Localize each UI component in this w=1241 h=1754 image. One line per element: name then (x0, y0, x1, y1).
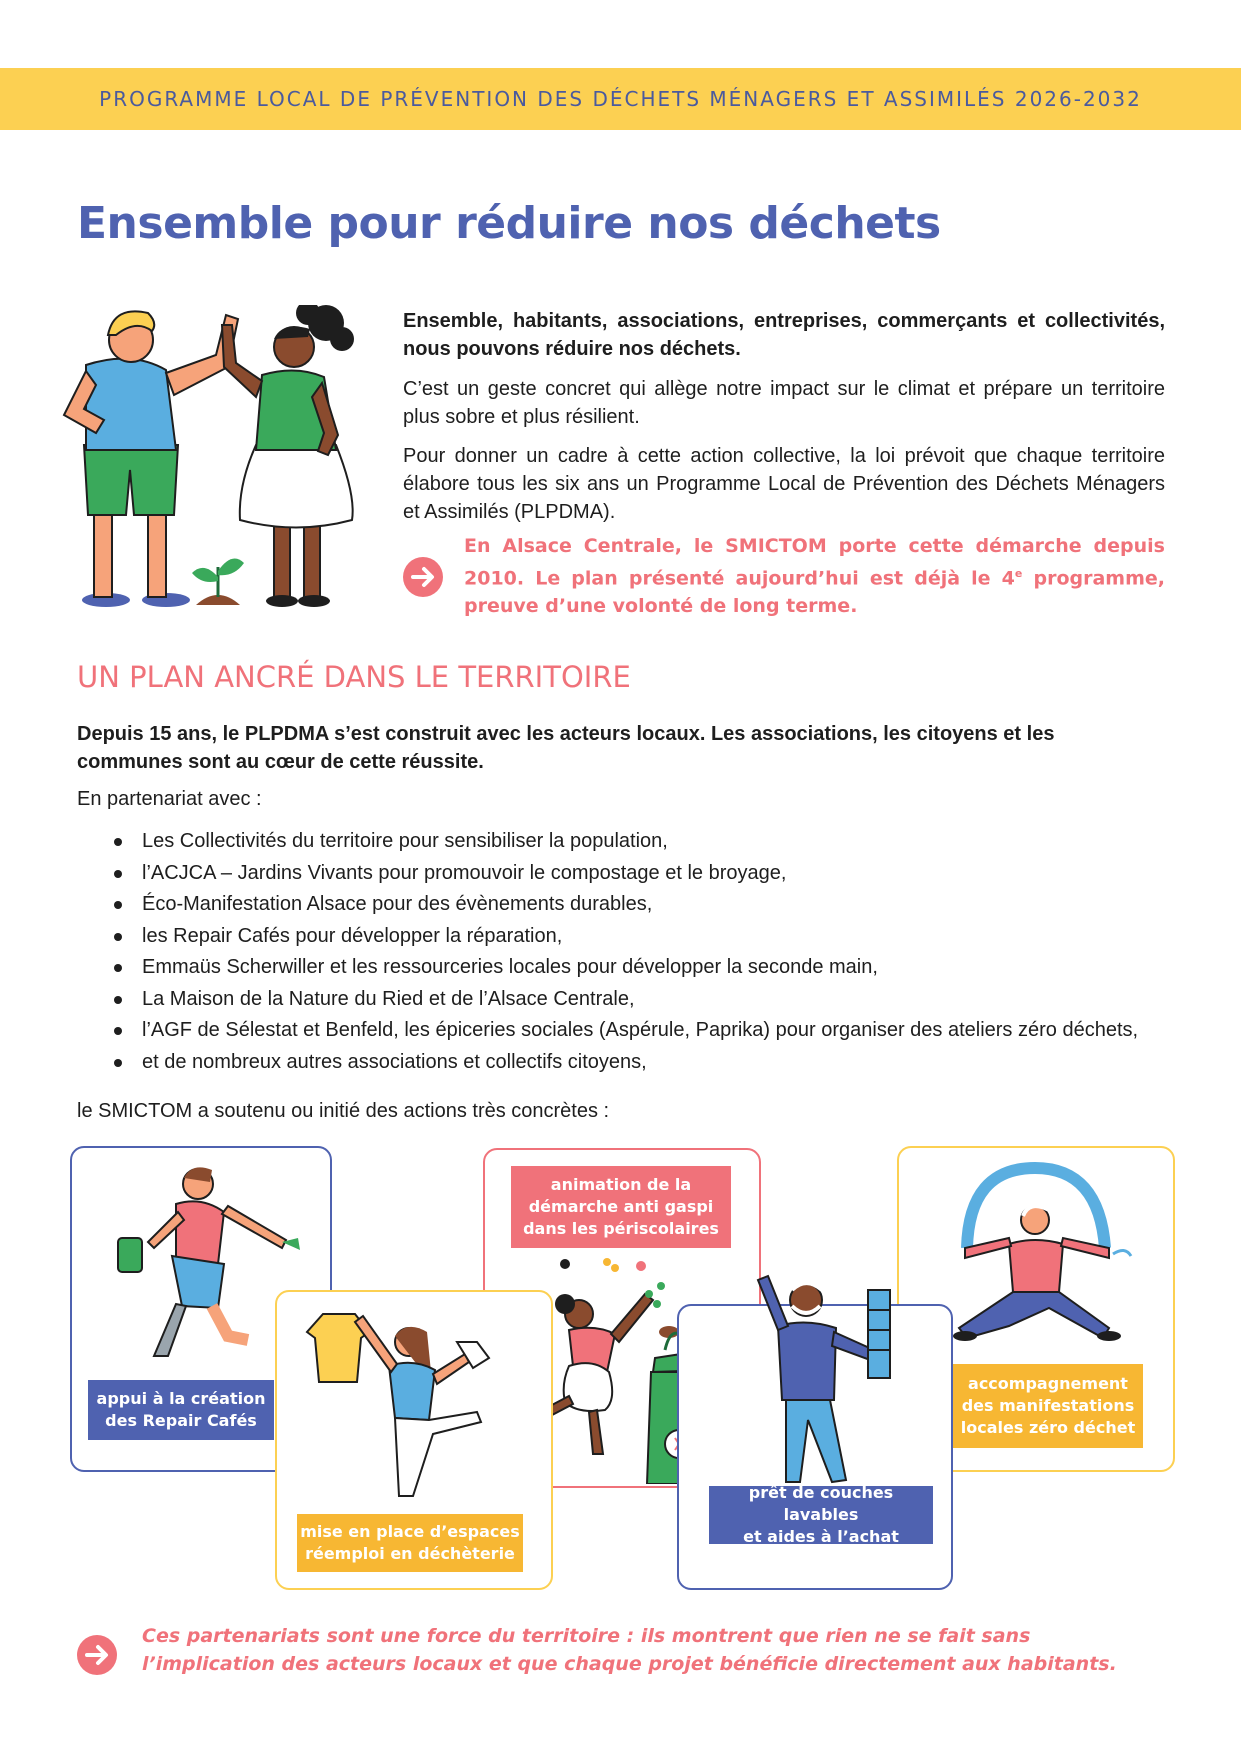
high-five-illustration (56, 305, 376, 615)
anti-gaspi-label (511, 1166, 731, 1248)
list-item: Éco-Manifestation Alsace pour des évènements durables, (112, 889, 1138, 921)
arrow-right-circle-icon (76, 1634, 118, 1676)
list-item: Les Collectivités du territoire pour sensibiliser la population, (112, 826, 1138, 858)
list-item: La Maison de la Nature du Ried et de l’Alsace Centrale, (112, 984, 1138, 1016)
list-item: les Repair Cafés pour développer la réparation, (112, 921, 1138, 953)
reuse-text: mise en place d’espaces réemploi en déchèterie (300, 1522, 520, 1563)
partners-list (112, 826, 1138, 1078)
header-banner (0, 68, 1241, 130)
actions-intro: le SMICTOM a soutenu ou initié des actions très concrètes : (77, 1100, 610, 1122)
list-item: et de nombreux autres associations et collectifs citoyens, (112, 1047, 1138, 1079)
list-item: l’AGF de Sélestat et Benfeld, les épiceries sociales (Aspérule, Paprika) pour organiser des ateliers zéro déchets, (112, 1015, 1138, 1047)
list-item: l’ACJCA – Jardins Vivants pour promouvoir le compostage et le broyage, (112, 858, 1138, 890)
closing-callout (76, 1622, 1166, 1678)
smictom-callout-text (464, 532, 1165, 620)
diapers-text: prêt de couches lavables et aides à l’achat (743, 1483, 899, 1546)
section-title: UN PLAN ANCRÉ DANS LE TERRITOIRE (77, 660, 631, 694)
anti-gaspi-text: animation de la démarche anti gaspi dans les périscolaires (523, 1175, 719, 1238)
section-lead: Depuis 15 ans, le PLPDMA s’est construit avec les acteurs locaux. Les associations, les citoyens et les communes sont au cœur de cette réussite. (77, 723, 1055, 773)
man-with-diapers-illustration (756, 1270, 916, 1486)
repair-cafe-label (88, 1380, 274, 1440)
callout-ordinal-suffix: e (1014, 567, 1023, 580)
list-item: Emmaüs Scherwiller et les ressourceries locales pour développer la seconde main, (112, 952, 1138, 984)
repair-cafe-text: appui à la création des Repair Cafés (96, 1389, 266, 1430)
partners-intro: En partenariat avec : (77, 788, 262, 810)
reuse-label (297, 1514, 523, 1572)
events-label (953, 1364, 1143, 1448)
callout-text-end: programme, preuve d’une volonté de long terme. (464, 567, 1165, 618)
events-text: accompagnement des manifestations locales zéro déchet (960, 1374, 1136, 1437)
closing-text: Ces partenariats sont une force du territoire : ils montrent que rien ne se fait sans l’implication des acteurs locaux et que chaque projet bénéficie directement aux habitants. (142, 1625, 1117, 1675)
intro-paragraph-law: Pour donner un cadre à cette action collective, la loi prévoit que chaque territoire élabore tous les six ans un Programme Local de Prévention des Déchets Ménagers et Assimilés (PLPDMA). (403, 445, 1165, 523)
smictom-callout (402, 532, 1165, 620)
intro-paragraph-climate: C’est un geste concret qui allège notre impact sur le climat et prépare un territoire plus sobre et plus résilient. (403, 378, 1165, 428)
intro-lead: Ensemble, habitants, associations, entreprises, commerçants et collectivités, nous pouvons réduire nos déchets. (403, 310, 1165, 360)
page-title: Ensemble pour réduire nos déchets (77, 198, 941, 249)
callout-text-start: En Alsace Centrale, le SMICTOM porte cette démarche depuis 2010. Le plan présenté aujourd’hui est déjà le 4 (464, 535, 1165, 590)
diapers-label (709, 1483, 933, 1546)
intro-block (403, 307, 1165, 537)
arrow-right-circle-icon (402, 556, 444, 598)
woman-with-clothes-illustration (277, 1302, 551, 1502)
program-title: PROGRAMME LOCAL DE PRÉVENTION DES DÉCHETS MÉNAGERS ET ASSIMILÉS 2026-2032 (99, 87, 1142, 111)
reuse-card (275, 1290, 553, 1590)
